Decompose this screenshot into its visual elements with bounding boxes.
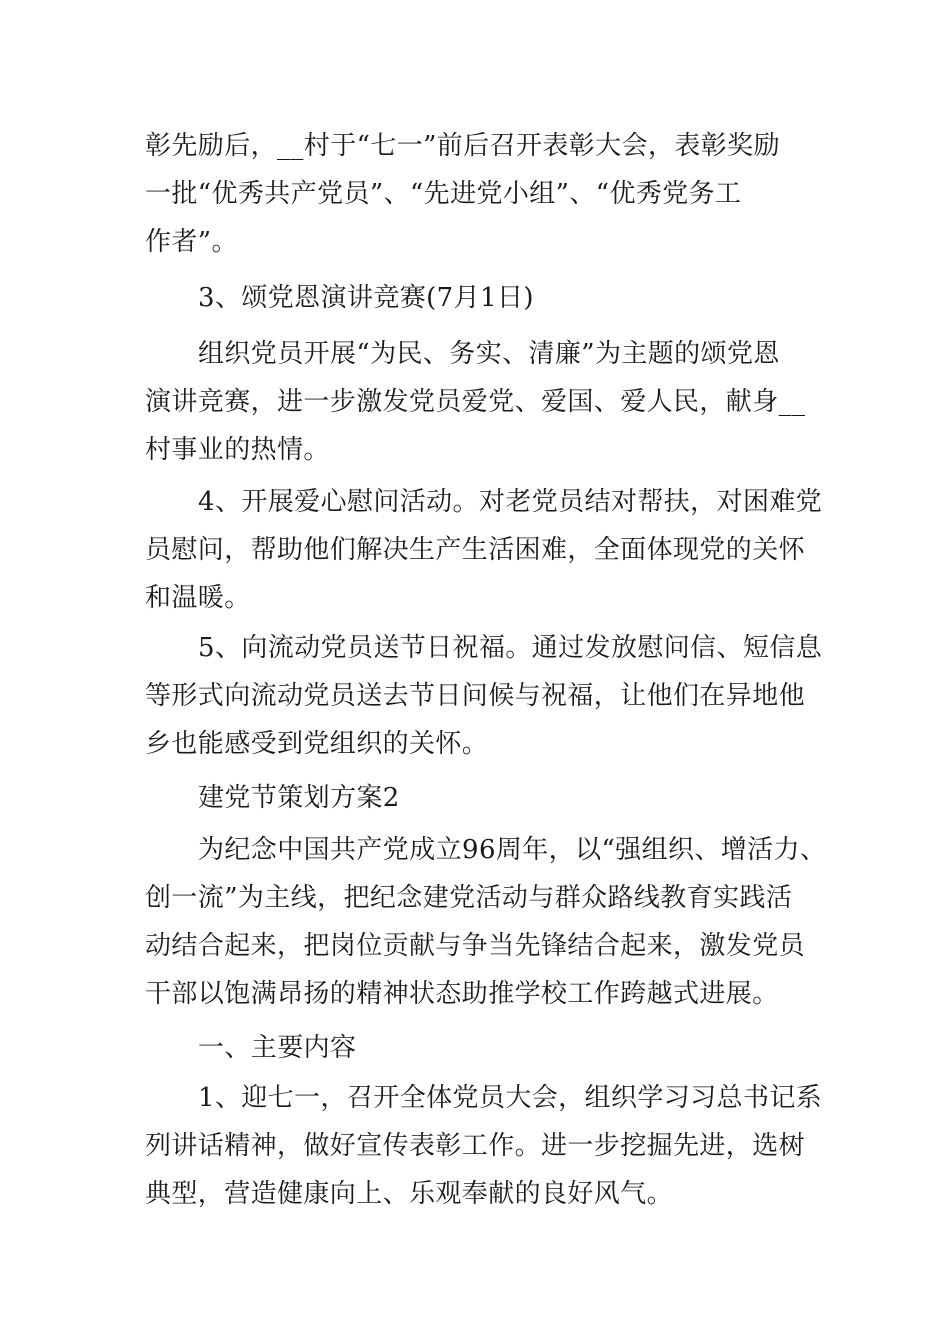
paragraph-start-line: 4、开展爱心慰问活动。对老党员结对帮扶，对困难党 [198, 487, 823, 517]
section-heading: 一、主要内容 [198, 1033, 357, 1063]
text-line: 干部以饱满昂扬的精神状态助推学校工作跨越式进展。 [145, 979, 779, 1009]
text-line: 演讲竞赛，进一步激发党员爱党、爱国、爱人民，献身__ [145, 387, 806, 417]
paragraph-start-line: 5、向流动党员送节日祝福。通过发放慰问信、短信息 [198, 633, 823, 663]
text-line: 一批“优秀共产党员”、“先进党小组”、“优秀党务工 [145, 179, 742, 209]
text-line: 乡也能感受到党组织的关怀。 [145, 729, 489, 759]
text-line: 创一流”为主线，把纪念建党活动与群众路线教育实践活 [145, 883, 793, 913]
text-line: 和温暖。 [145, 583, 251, 613]
text-line: 彰先励后，__村于“七一”前后召开表彰大会，表彰奖励 [145, 131, 780, 161]
text-line: 村事业的热情。 [145, 435, 330, 465]
text-line: 等形式向流动党员送去节日问候与祝福，让他们在异地他 [145, 681, 806, 711]
paragraph-start-line: 为纪念中国共产党成立96周年，以“强组织、增活力、 [198, 835, 827, 865]
text-line: 作者”。 [145, 227, 238, 257]
paragraph-start-line: 组织党员开展“为民、务实、清廉”为主题的颂党恩 [198, 339, 780, 369]
section-heading: 3、颂党恩演讲竞赛(7月1日) [198, 283, 534, 313]
section-heading: 建党节策划方案2 [198, 783, 400, 813]
paragraph-start-line: 1、迎七一，召开全体党员大会，组织学习习总书记系 [198, 1083, 823, 1113]
text-line: 列讲话精神，做好宣传表彰工作。进一步挖掘先进，选树 [145, 1131, 806, 1161]
text-line: 动结合起来，把岗位贡献与争当先锋结合起来，激发党员 [145, 931, 806, 961]
text-line: 员慰问，帮助他们解决生产生活困难，全面体现党的关怀 [145, 535, 806, 565]
text-line: 典型，营造健康向上、乐观奉献的良好风气。 [145, 1179, 674, 1209]
